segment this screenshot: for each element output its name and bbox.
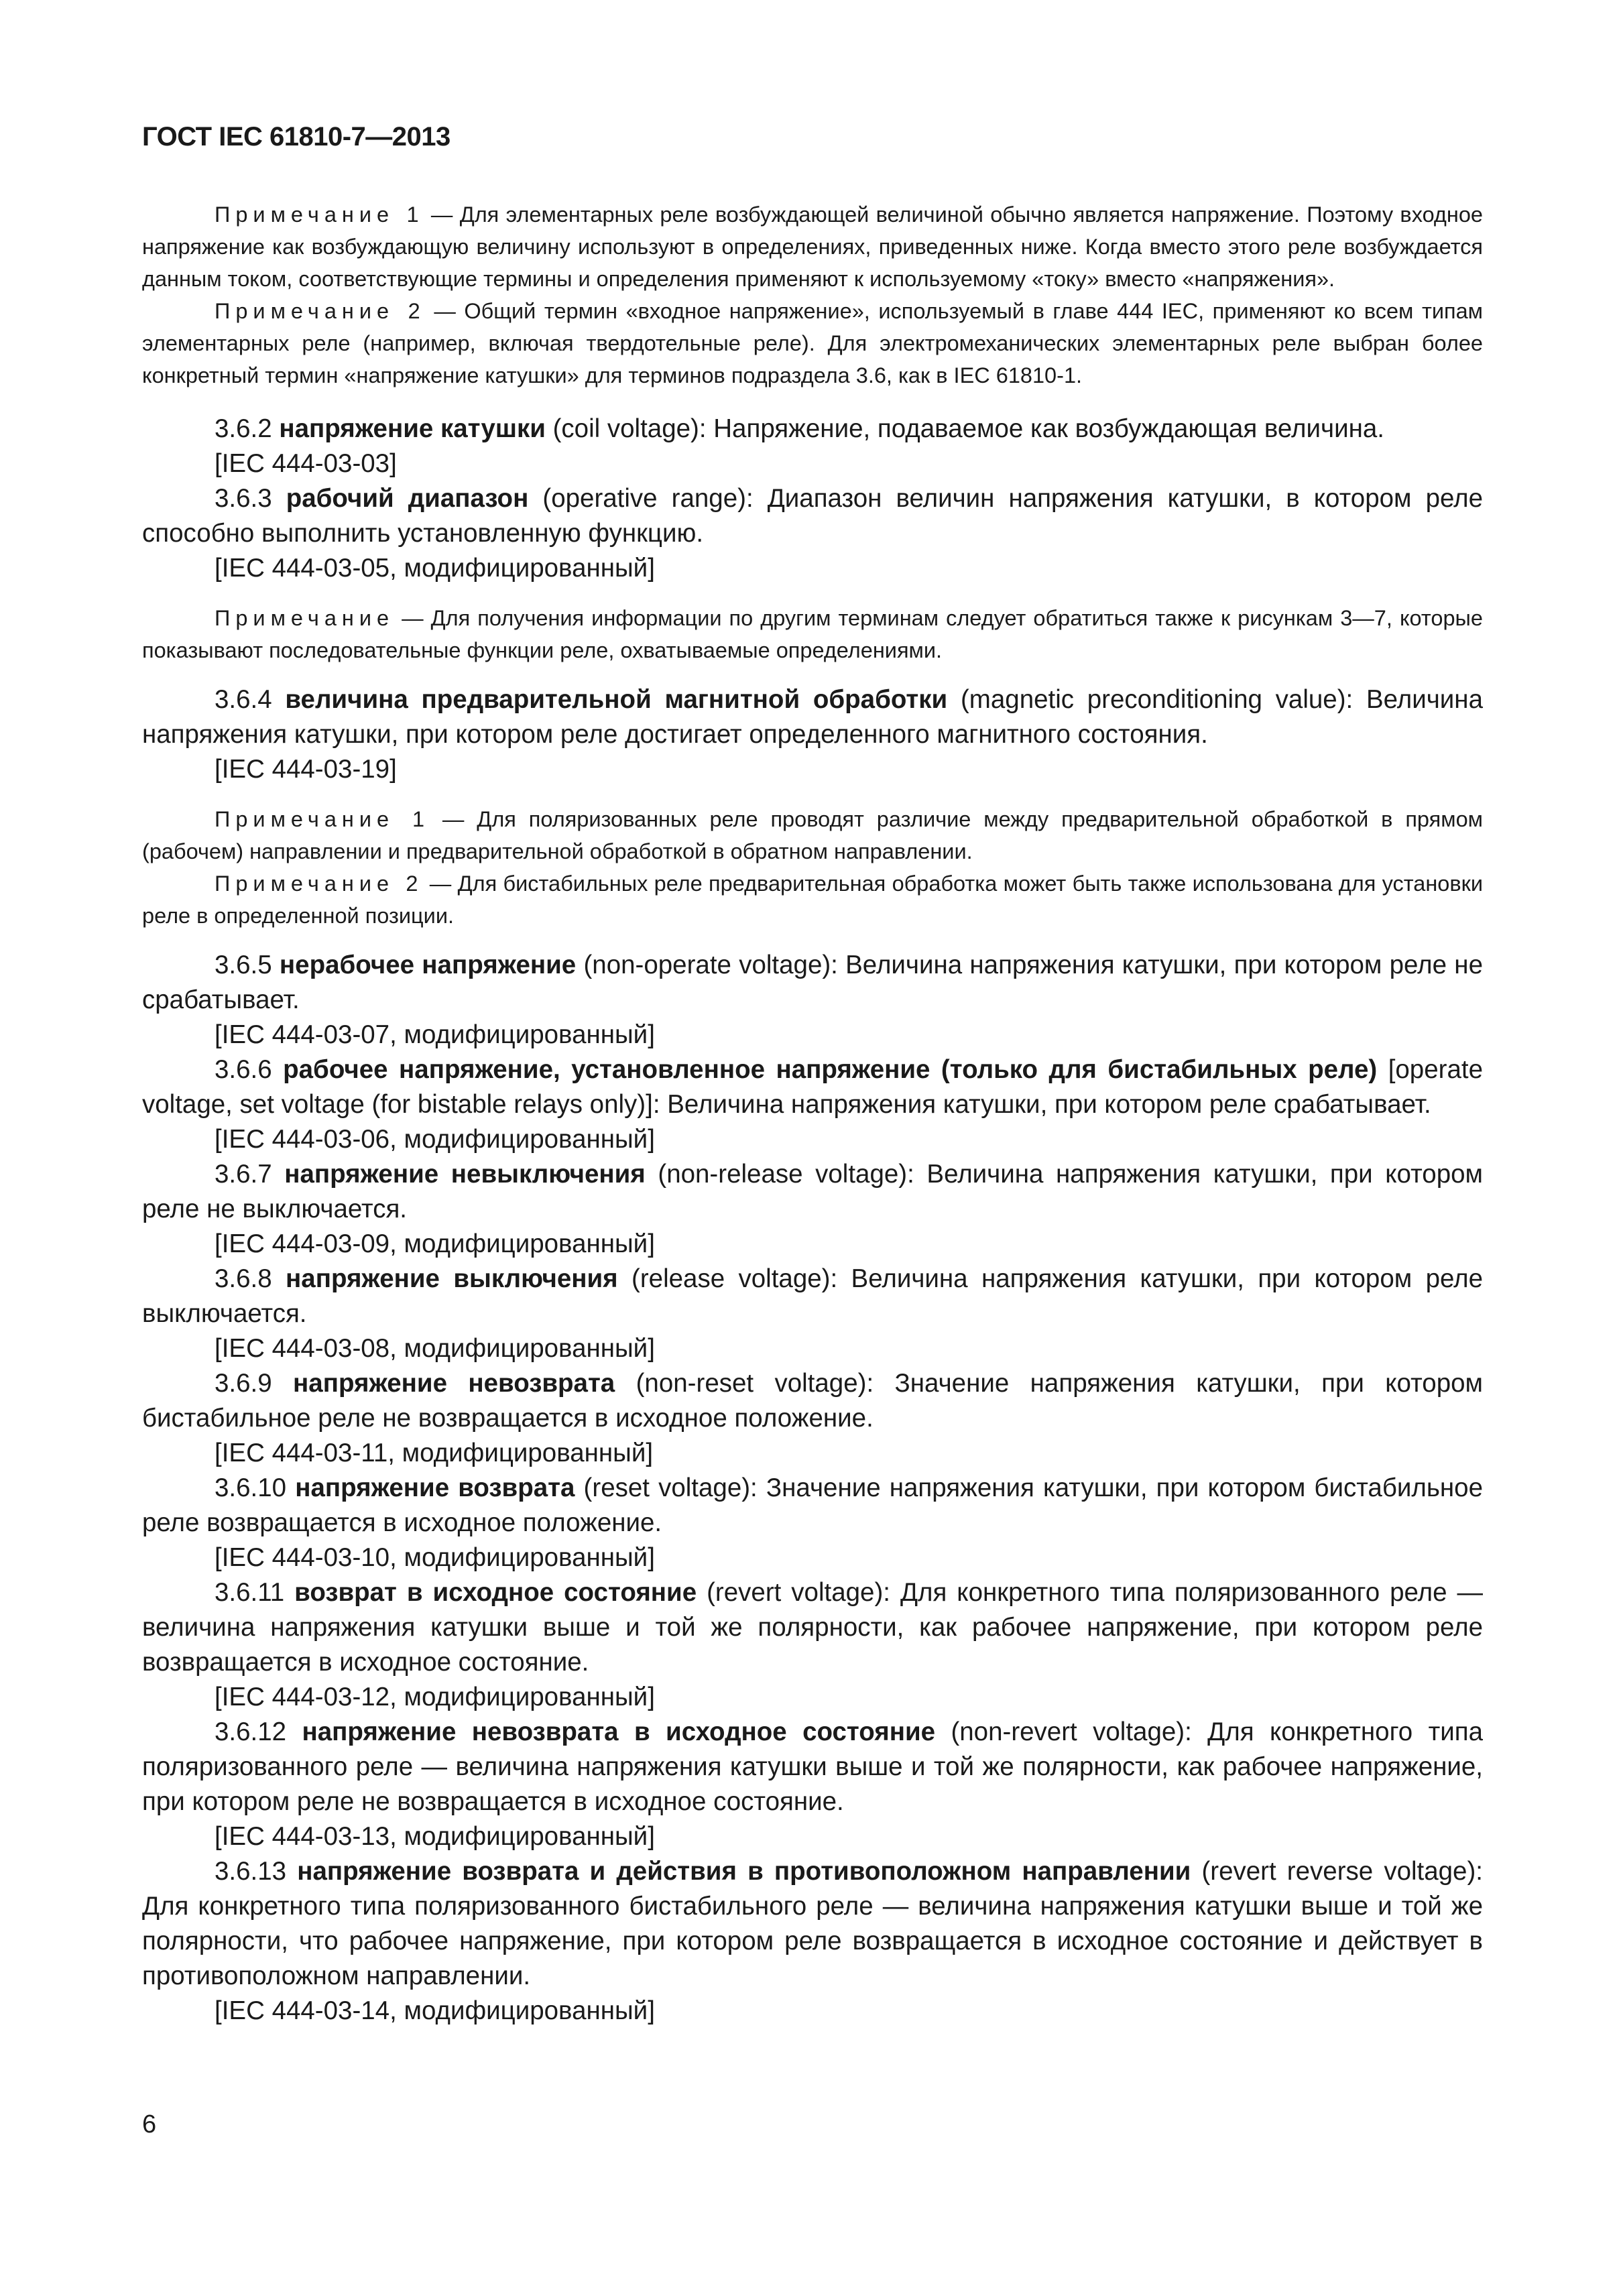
note-label: Примечание 1 <box>215 807 430 831</box>
note-label: Примечание 1 <box>215 202 424 227</box>
term-paragraph <box>142 682 1483 752</box>
note-label: Примечание <box>215 606 395 630</box>
term-number: 3.6.7 <box>215 1160 272 1189</box>
term-paragraph <box>142 1262 1483 1331</box>
term-reference: [IEC 444-03-05, модифицированный] <box>215 554 655 583</box>
note-paragraph <box>142 602 1483 666</box>
term-definition: (revert voltage): Для конкретного типа поляризованного реле — величина напряжения катушки выше и той же полярности, как рабочее напряжение, при котором реле возвращается в исходное состояние. <box>142 1578 1483 1677</box>
term-paragraph <box>142 1052 1483 1122</box>
term-name: напряжение невозврата в исходное состояние <box>302 1717 936 1746</box>
term-reference: [IEC 444-03-06, модифицированный] <box>215 1125 655 1154</box>
term-name: нерабочее напряжение <box>279 951 577 979</box>
term-number: 3.6.11 <box>215 1578 285 1607</box>
term-definition: [operate voltage, set voltage (for bistable relays only)]: Величина напряжения катушки, при котором реле срабатывает. <box>142 1055 1483 1119</box>
term-reference: [IEC 444-03-10, модифицированный] <box>215 1543 655 1572</box>
term-definition: (non-release voltage): Величина напряжения катушки, при котором реле не выключается. <box>142 1160 1483 1223</box>
note-paragraph <box>142 803 1483 867</box>
term-paragraph <box>142 412 1483 446</box>
term-number: 3.6.13 <box>215 1857 287 1886</box>
term-definition: (magnetic preconditioning value): Величина напряжения катушки, при котором реле достигает определенного магнитного состояния. <box>142 685 1483 749</box>
term-paragraph <box>142 948 1483 1018</box>
term-name: напряжение возврата и действия в противоположном направлении <box>297 1857 1191 1886</box>
note-text: — Для бистабильных реле предварительная обработка может быть также использована для установки реле в определенной позиции. <box>142 871 1484 928</box>
term-reference: [IEC 444-03-09, модифицированный] <box>215 1229 655 1258</box>
term-number: 3.6.3 <box>215 484 272 513</box>
note-text: — Общий термин «входное напряжение», используемый в главе 444 IEC, применяют ко всем типам элементарных реле (например, включая твердотельные реле). Для электромеханических элементарных реле выбран более конкретный термин «напряжение катушки» для терминов подраздела 3.6, как в IEC 61810-1. <box>142 299 1483 387</box>
term-paragraph <box>142 1366 1483 1436</box>
term-paragraph <box>142 1157 1483 1227</box>
term-paragraph <box>142 481 1483 551</box>
term-number: 3.6.6 <box>215 1055 272 1084</box>
note-label: Примечание 2 <box>215 871 424 896</box>
term-number: 3.6.8 <box>215 1264 272 1293</box>
term-name: напряжение возврата <box>295 1473 575 1502</box>
term-name: возврат в исходное состояние <box>294 1578 697 1607</box>
term-definition: (operative range): Диапазон величин напряжения катушки, в котором реле способно выполнить установленную функцию. <box>142 484 1483 548</box>
term-name: напряжение невозврата <box>293 1369 615 1398</box>
note-paragraph <box>142 867 1483 932</box>
term-number: 3.6.10 <box>215 1473 287 1502</box>
term-paragraph <box>142 1575 1483 1680</box>
term-reference: [IEC 444-03-11, модифицированный] <box>215 1439 654 1467</box>
term-name: рабочий диапазон <box>286 484 529 513</box>
term-name: рабочее напряжение, установленное напряжение (только для бистабильных реле) <box>283 1055 1378 1084</box>
document-body <box>142 198 1483 2029</box>
term-number: 3.6.12 <box>215 1717 287 1746</box>
note-paragraph <box>142 295 1483 391</box>
term-reference: [IEC 444-03-12, модифицированный] <box>215 1683 655 1711</box>
note-label: Примечание 2 <box>215 299 426 323</box>
term-definition: (non-operate voltage): Величина напряжения катушки, при котором реле не срабатывает. <box>142 951 1483 1014</box>
term-reference: [IEC 444-03-14, модифицированный] <box>215 1996 655 2025</box>
term-definition: (coil voltage): Напряжение, подаваемое как возбуждающая величина. <box>545 414 1384 443</box>
term-reference: [IEC 444-03-07, модифицированный] <box>215 1020 655 1049</box>
term-name: напряжение выключения <box>286 1264 618 1293</box>
note-paragraph <box>142 198 1483 295</box>
note-text: — Для получения информации по другим терминам следует обратиться также к рисункам 3—7, которые показывают последовательные функции реле, охватываемые определениями. <box>142 606 1483 662</box>
term-name: величина предварительной магнитной обработки <box>285 685 948 714</box>
term-definition: (revert reverse voltage): Для конкретного типа поляризованного бистабильного реле — величина напряжения катушки выше и той же полярности, что рабочее напряжение, при котором реле возвращается в исходное состояние и действует в противоположном направлении. <box>142 1857 1483 1990</box>
term-paragraph <box>142 1471 1483 1540</box>
page-number: 6 <box>142 2110 157 2138</box>
document-header: ГОСТ IEC 61810-7—2013 <box>142 122 450 152</box>
term-definition: (reset voltage): Значение напряжения катушки, при котором бистабильное реле возвращается в исходное положение. <box>142 1473 1483 1537</box>
note-text: — Для элементарных реле возбуждающей величиной обычно является напряжение. Поэтому входное напряжение как возбуждающую величину используют в определениях, приведенных ниже. Когда вместо этого реле возбуждается данным током, соответствующие термины и определения применяют к используемому «току» вместо «напряжения». <box>142 202 1483 291</box>
term-number: 3.6.5 <box>215 951 272 979</box>
term-paragraph <box>142 1715 1483 1819</box>
term-name: напряжение невыключения <box>284 1160 646 1189</box>
term-name: напряжение катушки <box>279 414 546 443</box>
term-definition: (non-reset voltage): Значение напряжения катушки, при котором бистабильное реле не возвращается в исходное положение. <box>142 1369 1484 1433</box>
term-number: 3.6.4 <box>215 685 272 714</box>
term-number: 3.6.2 <box>215 414 272 443</box>
term-reference: [IEC 444-03-03] <box>215 449 397 478</box>
note-text: — Для поляризованных реле проводят различие между предварительной обработкой в прямом (рабочем) направлении и предварительной обработкой в обратном направлении. <box>142 807 1483 863</box>
term-definition: (non-revert voltage): Для конкретного типа поляризованного реле — величина напряжения катушки выше и той же полярности, как рабочее напряжение, при котором реле не возвращается в исходное состояние. <box>142 1717 1483 1816</box>
term-reference: [IEC 444-03-19] <box>215 755 397 784</box>
term-definition: (release voltage): Величина напряжения катушки, при котором реле выключается. <box>142 1264 1484 1328</box>
term-number: 3.6.9 <box>215 1369 272 1398</box>
term-reference: [IEC 444-03-08, модифицированный] <box>215 1334 655 1363</box>
term-reference: [IEC 444-03-13, модифицированный] <box>215 1822 655 1851</box>
term-paragraph <box>142 1854 1483 1994</box>
